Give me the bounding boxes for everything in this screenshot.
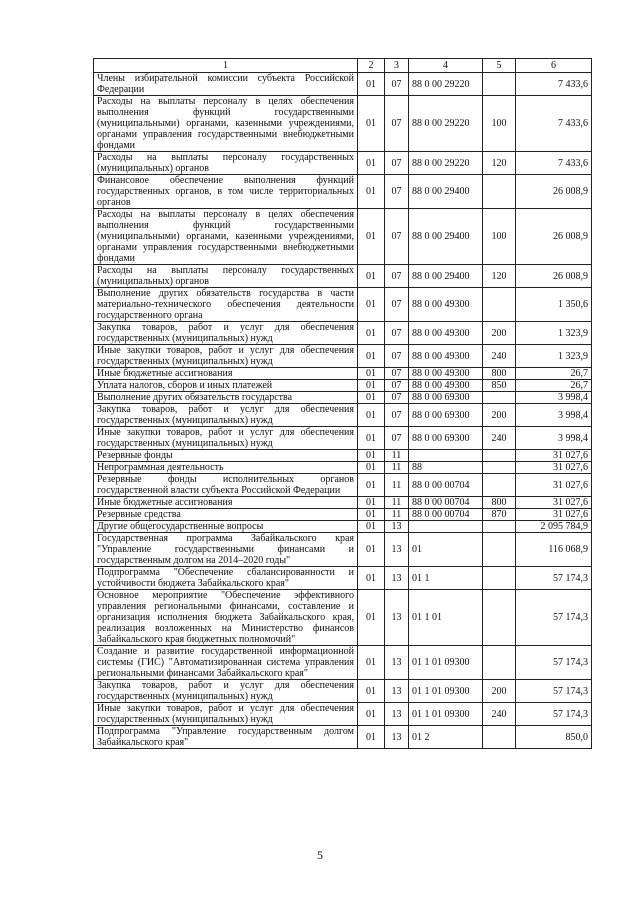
row-amount-cell: 850,0 bbox=[516, 726, 592, 749]
row-target-article-cell: 01 1 01 09300 bbox=[409, 646, 483, 680]
row-section-cell: 01 bbox=[358, 726, 385, 749]
row-expense-type-cell bbox=[483, 521, 516, 533]
table-row bbox=[94, 345, 592, 368]
table-row bbox=[94, 450, 592, 462]
table-row bbox=[94, 567, 592, 590]
row-section-cell: 01 bbox=[358, 152, 385, 175]
row-expense-type-cell bbox=[483, 462, 516, 474]
row-section-cell: 01 bbox=[358, 265, 385, 288]
row-section-cell: 01 bbox=[358, 450, 385, 462]
row-name-cell: Непрограммная деятельность bbox=[94, 462, 358, 474]
row-name-cell: Подпрограмма "Управление государственным долгом Забайкальского края" bbox=[94, 726, 358, 749]
header-cell-name: 1 bbox=[94, 59, 358, 73]
row-section-cell: 01 bbox=[358, 509, 385, 521]
row-target-article-cell: 88 0 00 29400 bbox=[409, 209, 483, 265]
row-target-article-cell: 01 1 01 09300 bbox=[409, 703, 483, 726]
row-section-cell: 01 bbox=[358, 288, 385, 322]
row-expense-type-cell bbox=[483, 567, 516, 590]
row-target-article-cell: 88 0 00 29220 bbox=[409, 73, 483, 96]
row-subsection-cell: 07 bbox=[385, 404, 409, 427]
row-name-cell: Иные бюджетные ассигнования bbox=[94, 368, 358, 380]
row-target-article-cell: 88 0 00 29400 bbox=[409, 175, 483, 209]
table-body bbox=[94, 73, 592, 749]
row-section-cell: 01 bbox=[358, 345, 385, 368]
row-name-cell: Государственная программа Забайкальского края "Управление государственными финансами и государственным долгом на 2014–2020 годы" bbox=[94, 533, 358, 567]
row-name-cell: Выполнение других обязательств государства в части материально-технического обеспечения деятельности государственного органа bbox=[94, 288, 358, 322]
row-expense-type-cell bbox=[483, 450, 516, 462]
row-name-cell: Резервные средства bbox=[94, 509, 358, 521]
row-expense-type-cell bbox=[483, 73, 516, 96]
row-section-cell: 01 bbox=[358, 209, 385, 265]
table-row bbox=[94, 380, 592, 392]
row-subsection-cell: 13 bbox=[385, 646, 409, 680]
header-cell-section: 2 bbox=[358, 59, 385, 73]
table-row bbox=[94, 509, 592, 521]
row-amount-cell: 3 998,4 bbox=[516, 427, 592, 450]
row-expense-type-cell: 200 bbox=[483, 404, 516, 427]
row-target-article-cell: 01 1 01 09300 bbox=[409, 680, 483, 703]
row-target-article-cell: 01 1 bbox=[409, 567, 483, 590]
header-row bbox=[94, 59, 592, 73]
row-name-cell: Закупка товаров, работ и услуг для обеспечения государственных (муниципальных) нужд bbox=[94, 322, 358, 345]
row-section-cell: 01 bbox=[358, 380, 385, 392]
row-name-cell: Расходы на выплаты персоналу государственных (муниципальных) органов bbox=[94, 265, 358, 288]
row-expense-type-cell: 800 bbox=[483, 368, 516, 380]
table-row bbox=[94, 590, 592, 646]
row-expense-type-cell bbox=[483, 392, 516, 404]
row-section-cell: 01 bbox=[358, 497, 385, 509]
row-expense-type-cell: 120 bbox=[483, 265, 516, 288]
row-target-article-cell: 88 0 00 29220 bbox=[409, 152, 483, 175]
row-subsection-cell: 07 bbox=[385, 380, 409, 392]
row-name-cell: Резервные фонды bbox=[94, 450, 358, 462]
table-row bbox=[94, 175, 592, 209]
row-expense-type-cell: 200 bbox=[483, 322, 516, 345]
row-target-article-cell: 01 1 01 bbox=[409, 590, 483, 646]
table-row bbox=[94, 533, 592, 567]
row-amount-cell: 26 008,9 bbox=[516, 265, 592, 288]
table-row bbox=[94, 392, 592, 404]
row-subsection-cell: 11 bbox=[385, 462, 409, 474]
row-expense-type-cell bbox=[483, 288, 516, 322]
row-name-cell: Финансовое обеспечение выполнения функций государственных органов, в том числе территориальных органов bbox=[94, 175, 358, 209]
table-row bbox=[94, 265, 592, 288]
row-subsection-cell: 07 bbox=[385, 152, 409, 175]
row-section-cell: 01 bbox=[358, 73, 385, 96]
table-row bbox=[94, 462, 592, 474]
row-section-cell: 01 bbox=[358, 368, 385, 380]
row-subsection-cell: 07 bbox=[385, 427, 409, 450]
row-section-cell: 01 bbox=[358, 175, 385, 209]
table-row bbox=[94, 497, 592, 509]
row-target-article-cell: 88 0 00 69300 bbox=[409, 427, 483, 450]
row-amount-cell: 3 998,4 bbox=[516, 404, 592, 427]
row-subsection-cell: 07 bbox=[385, 96, 409, 152]
row-subsection-cell: 13 bbox=[385, 703, 409, 726]
table-row bbox=[94, 427, 592, 450]
row-target-article-cell: 88 0 00 69300 bbox=[409, 392, 483, 404]
row-amount-cell: 7 433,6 bbox=[516, 96, 592, 152]
row-expense-type-cell: 870 bbox=[483, 509, 516, 521]
row-subsection-cell: 07 bbox=[385, 392, 409, 404]
row-amount-cell: 57 174,3 bbox=[516, 680, 592, 703]
table-row bbox=[94, 73, 592, 96]
table-row bbox=[94, 521, 592, 533]
row-subsection-cell: 11 bbox=[385, 509, 409, 521]
row-name-cell: Создание и развитие государственной информационной системы (ГИС) "Автоматизированная система управления региональными финансами Забайкальского края" bbox=[94, 646, 358, 680]
row-target-article-cell: 88 0 00 49300 bbox=[409, 368, 483, 380]
row-expense-type-cell bbox=[483, 646, 516, 680]
row-target-article-cell: 88 0 00 00704 bbox=[409, 497, 483, 509]
row-subsection-cell: 13 bbox=[385, 533, 409, 567]
table-row bbox=[94, 288, 592, 322]
row-expense-type-cell bbox=[483, 726, 516, 749]
row-name-cell: Иные закупки товаров, работ и услуг для обеспечения государственных (муниципальных) нужд bbox=[94, 427, 358, 450]
row-expense-type-cell: 100 bbox=[483, 209, 516, 265]
row-name-cell: Уплата налогов, сборов и иных платежей bbox=[94, 380, 358, 392]
row-target-article-cell: 88 0 00 29220 bbox=[409, 96, 483, 152]
row-name-cell: Расходы на выплаты персоналу в целях обеспечения выполнения функций государственными (муниципальными) органами, казенными учреждениями, органами управления государственными внебюджетными фондами bbox=[94, 96, 358, 152]
row-subsection-cell: 11 bbox=[385, 497, 409, 509]
row-name-cell: Другие общегосударственные вопросы bbox=[94, 521, 358, 533]
row-amount-cell: 26 008,9 bbox=[516, 175, 592, 209]
row-amount-cell: 26 008,9 bbox=[516, 209, 592, 265]
row-section-cell: 01 bbox=[358, 680, 385, 703]
row-subsection-cell: 13 bbox=[385, 567, 409, 590]
row-section-cell: 01 bbox=[358, 567, 385, 590]
row-expense-type-cell bbox=[483, 590, 516, 646]
row-target-article-cell: 88 0 00 49300 bbox=[409, 322, 483, 345]
row-section-cell: 01 bbox=[358, 521, 385, 533]
row-name-cell: Расходы на выплаты персоналу государственных (муниципальных) органов bbox=[94, 152, 358, 175]
row-section-cell: 01 bbox=[358, 96, 385, 152]
table-row bbox=[94, 322, 592, 345]
table-row bbox=[94, 209, 592, 265]
row-subsection-cell: 07 bbox=[385, 345, 409, 368]
row-subsection-cell: 07 bbox=[385, 73, 409, 96]
row-name-cell: Иные закупки товаров, работ и услуг для обеспечения государственных (муниципальных) нужд bbox=[94, 703, 358, 726]
row-target-article-cell: 88 0 00 69300 bbox=[409, 404, 483, 427]
row-subsection-cell: 13 bbox=[385, 680, 409, 703]
row-subsection-cell: 13 bbox=[385, 726, 409, 749]
header-cell-subsection: 3 bbox=[385, 59, 409, 73]
row-amount-cell: 57 174,3 bbox=[516, 646, 592, 680]
row-expense-type-cell: 100 bbox=[483, 96, 516, 152]
row-target-article-cell: 88 0 00 49300 bbox=[409, 380, 483, 392]
row-subsection-cell: 07 bbox=[385, 209, 409, 265]
row-amount-cell: 31 027,6 bbox=[516, 450, 592, 462]
table-row bbox=[94, 680, 592, 703]
row-amount-cell: 57 174,3 bbox=[516, 703, 592, 726]
table-row bbox=[94, 404, 592, 427]
row-amount-cell: 26,7 bbox=[516, 380, 592, 392]
row-amount-cell: 1 323,9 bbox=[516, 345, 592, 368]
header-cell-expense-type: 5 bbox=[483, 59, 516, 73]
row-section-cell: 01 bbox=[358, 590, 385, 646]
row-target-article-cell: 88 0 00 00704 bbox=[409, 474, 483, 497]
row-target-article-cell: 88 bbox=[409, 462, 483, 474]
row-amount-cell: 7 433,6 bbox=[516, 73, 592, 96]
row-amount-cell: 31 027,6 bbox=[516, 497, 592, 509]
row-name-cell: Закупка товаров, работ и услуг для обеспечения государственных (муниципальных) нужд bbox=[94, 404, 358, 427]
row-expense-type-cell: 240 bbox=[483, 345, 516, 368]
row-expense-type-cell: 120 bbox=[483, 152, 516, 175]
row-name-cell: Резервные фонды исполнительных органов государственной власти субъекта Российской Федерации bbox=[94, 474, 358, 497]
row-name-cell: Иные закупки товаров, работ и услуг для обеспечения государственных (муниципальных) нужд bbox=[94, 345, 358, 368]
row-expense-type-cell bbox=[483, 533, 516, 567]
row-subsection-cell: 07 bbox=[385, 368, 409, 380]
row-expense-type-cell bbox=[483, 175, 516, 209]
row-target-article-cell: 01 bbox=[409, 533, 483, 567]
table-row bbox=[94, 368, 592, 380]
row-amount-cell: 31 027,6 bbox=[516, 462, 592, 474]
row-target-article-cell bbox=[409, 521, 483, 533]
row-subsection-cell: 07 bbox=[385, 265, 409, 288]
row-name-cell: Иные бюджетные ассигнования bbox=[94, 497, 358, 509]
row-expense-type-cell: 200 bbox=[483, 680, 516, 703]
row-section-cell: 01 bbox=[358, 703, 385, 726]
row-target-article-cell bbox=[409, 450, 483, 462]
row-amount-cell: 3 998,4 bbox=[516, 392, 592, 404]
row-amount-cell: 1 323,9 bbox=[516, 322, 592, 345]
row-subsection-cell: 07 bbox=[385, 175, 409, 209]
page-number: 5 bbox=[317, 848, 323, 862]
row-target-article-cell: 88 0 00 00704 bbox=[409, 509, 483, 521]
table-row bbox=[94, 646, 592, 680]
row-section-cell: 01 bbox=[358, 646, 385, 680]
row-target-article-cell: 88 0 00 49300 bbox=[409, 345, 483, 368]
row-subsection-cell: 11 bbox=[385, 450, 409, 462]
row-expense-type-cell: 240 bbox=[483, 427, 516, 450]
row-target-article-cell: 88 0 00 29400 bbox=[409, 265, 483, 288]
row-subsection-cell: 13 bbox=[385, 590, 409, 646]
row-target-article-cell: 88 0 00 49300 bbox=[409, 288, 483, 322]
row-amount-cell: 116 068,9 bbox=[516, 533, 592, 567]
table-row bbox=[94, 703, 592, 726]
row-name-cell: Расходы на выплаты персоналу в целях обеспечения выполнения функций государственными (муниципальными) органами, казенными учреждениями, органами управления государственными внебюджетными фондами bbox=[94, 209, 358, 265]
table-row bbox=[94, 96, 592, 152]
budget-table bbox=[93, 58, 592, 749]
row-expense-type-cell bbox=[483, 474, 516, 497]
row-subsection-cell: 07 bbox=[385, 322, 409, 345]
row-amount-cell: 31 027,6 bbox=[516, 509, 592, 521]
header-cell-target-article: 4 bbox=[409, 59, 483, 73]
row-amount-cell: 2 095 784,9 bbox=[516, 521, 592, 533]
row-amount-cell: 1 350,6 bbox=[516, 288, 592, 322]
row-amount-cell: 31 027,6 bbox=[516, 474, 592, 497]
row-section-cell: 01 bbox=[358, 462, 385, 474]
row-section-cell: 01 bbox=[358, 404, 385, 427]
header-cell-amount: 6 bbox=[516, 59, 592, 73]
row-name-cell: Основное мероприятие "Обеспечение эффективного управления региональными финансами, составление и организация исполнения бюджета Забайкальского края, реализация возложенных на Министерство финансов Забайкальского края бюджетных полномочий" bbox=[94, 590, 358, 646]
row-name-cell: Члены избирательной комиссии субъекта Российской Федерации bbox=[94, 73, 358, 96]
row-expense-type-cell: 800 bbox=[483, 497, 516, 509]
row-expense-type-cell: 240 bbox=[483, 703, 516, 726]
table-row bbox=[94, 474, 592, 497]
row-section-cell: 01 bbox=[358, 427, 385, 450]
table-row bbox=[94, 152, 592, 175]
row-section-cell: 01 bbox=[358, 322, 385, 345]
row-amount-cell: 57 174,3 bbox=[516, 590, 592, 646]
row-target-article-cell: 01 2 bbox=[409, 726, 483, 749]
row-subsection-cell: 13 bbox=[385, 521, 409, 533]
row-subsection-cell: 11 bbox=[385, 474, 409, 497]
row-section-cell: 01 bbox=[358, 474, 385, 497]
row-name-cell: Подпрограмма "Обеспечение сбалансированности и устойчивости бюджета Забайкальского края" bbox=[94, 567, 358, 590]
row-section-cell: 01 bbox=[358, 392, 385, 404]
row-amount-cell: 7 433,6 bbox=[516, 152, 592, 175]
row-amount-cell: 57 174,3 bbox=[516, 567, 592, 590]
row-name-cell: Закупка товаров, работ и услуг для обеспечения государственных (муниципальных) нужд bbox=[94, 680, 358, 703]
row-amount-cell: 26,7 bbox=[516, 368, 592, 380]
row-name-cell: Выполнение других обязательств государства bbox=[94, 392, 358, 404]
row-section-cell: 01 bbox=[358, 533, 385, 567]
table-row bbox=[94, 726, 592, 749]
row-subsection-cell: 07 bbox=[385, 288, 409, 322]
row-expense-type-cell: 850 bbox=[483, 380, 516, 392]
